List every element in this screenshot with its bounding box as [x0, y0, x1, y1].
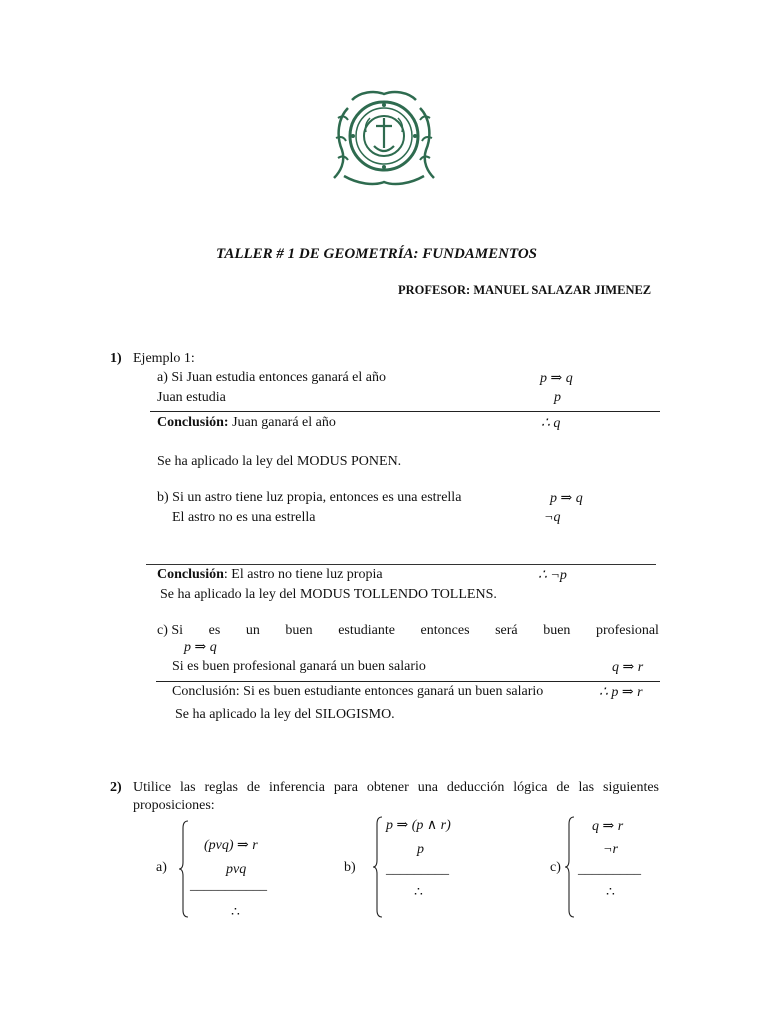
word: entonces [420, 623, 470, 638]
example-a-conclusion [157, 415, 336, 431]
example-b-premise-2: El astro no es una estrella [172, 510, 316, 525]
example-c-premise-1 [157, 623, 659, 639]
example-heading: Ejemplo 1: [133, 351, 195, 366]
word: un [245, 623, 260, 638]
example-a-conclusion-label: Conclusión: [157, 415, 229, 430]
university-seal-logo [330, 88, 438, 188]
exercise-a-therefore: ∴ [231, 905, 240, 920]
word: profesional [595, 623, 659, 638]
exercise-a-divider: ___________ [190, 878, 267, 893]
question-2-instructions-continued: proposiciones: [133, 798, 215, 813]
example-b-premise-2-symbol: ¬q [544, 510, 561, 525]
exercise-a-label: a) [156, 860, 167, 875]
example-a-law: Se ha aplicado la ley del MODUS PONEN. [157, 454, 402, 469]
word: será [495, 623, 518, 638]
example-b-conclusion-label: Conclusión [157, 567, 224, 582]
exercise-c-label: c) [550, 860, 561, 875]
example-b-conclusion-symbol: ∴ ¬p [538, 568, 567, 583]
exercise-c-therefore: ∴ [606, 885, 615, 900]
example-a-premise-2: Juan estudia [157, 390, 226, 405]
example-c-conclusion: Conclusión: Si es buen estudiante entonces ganará un buen salario [172, 684, 544, 699]
exercise-c-brace [564, 816, 576, 918]
exercise-c-divider: _________ [578, 862, 641, 877]
question-2-instructions: Utilice las reglas de inferencia para obtener una deducción lógica de las siguientes [133, 780, 659, 795]
exercise-b-therefore: ∴ [414, 885, 423, 900]
exercise-b-divider: _________ [386, 862, 449, 877]
example-c-premise-1-symbol: p ⇒ q [184, 640, 217, 655]
exercise-a-brace [178, 820, 190, 918]
exercise-b-premise-1: p ⇒ (p ∧ r) [386, 818, 451, 833]
word: buen [285, 623, 313, 638]
example-a-premise-1: a) Si Juan estudia entonces ganará el año [157, 370, 386, 385]
exercise-a-premise-2: pvq [226, 862, 247, 877]
example-a-premise-1-symbol: p ⇒ q [540, 371, 573, 386]
example-b-conclusion [157, 567, 383, 583]
exercise-c-premise-2: ¬r [603, 842, 618, 857]
example-c-premise-2: Si es buen profesional ganará un buen salario [172, 659, 426, 674]
example-c-divider [156, 681, 660, 682]
question-2-number: 2) [110, 780, 122, 795]
word: c) Si [157, 623, 184, 638]
professor-name: PROFESOR: MANUEL SALAZAR JIMENEZ [398, 283, 652, 297]
exercise-b-label: b) [344, 860, 356, 875]
exercise-b-premise-2: p [417, 842, 424, 857]
word: buen [543, 623, 571, 638]
word: estudiante [338, 623, 395, 638]
exercise-c-premise-1: q ⇒ r [592, 819, 624, 834]
exercise-a-premise-1: (pvq) ⇒ r [204, 838, 258, 853]
example-b-conclusion-text: : El astro no tiene luz propia [223, 567, 383, 582]
example-c-premise-2-symbol: q ⇒ r [612, 660, 644, 675]
example-b-law: Se ha aplicado la ley del MODUS TOLLENDO TOLLENS. [160, 587, 497, 602]
question-1-number: 1) [110, 351, 122, 366]
example-b-premise-1: b) Si un astro tiene luz propia, entonces es una estrella [157, 490, 462, 505]
example-a-conclusion-text: Juan ganará el año [228, 415, 336, 430]
example-b-premise-1-symbol: p ⇒ q [550, 491, 583, 506]
example-c-conclusion-symbol: ∴ p ⇒ r [599, 685, 643, 700]
example-b-divider [146, 564, 656, 565]
word: es [208, 623, 221, 638]
example-a-conclusion-symbol: ∴ q [541, 416, 561, 431]
example-a-premise-2-symbol: p [554, 390, 561, 405]
exercise-b-brace [372, 816, 384, 918]
example-c-law: Se ha aplicado la ley del SILOGISMO. [175, 707, 395, 722]
example-a-divider [150, 411, 660, 412]
page-title: TALLER # 1 DE GEOMETRÍA: FUNDAMENTOS [216, 246, 538, 262]
